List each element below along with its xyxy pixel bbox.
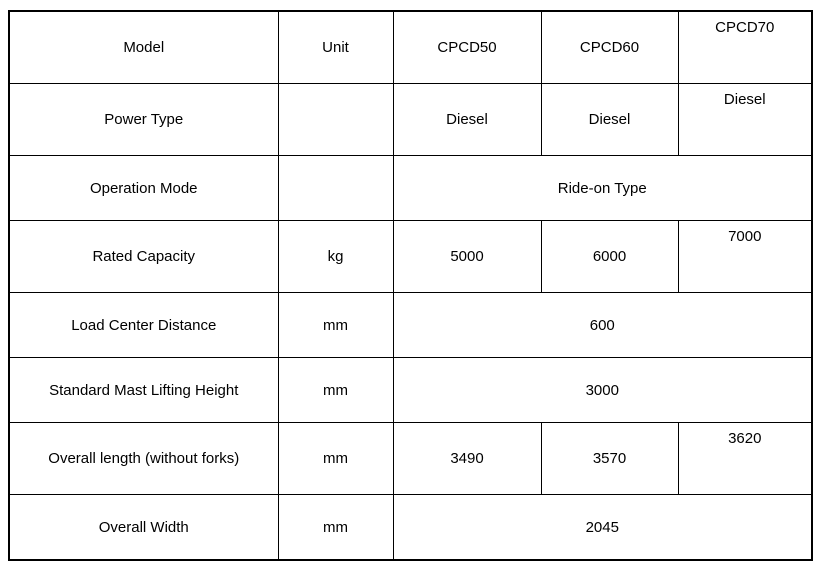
cell-power-type-label: Power Type [9,84,278,156]
cell-overall-width-merged: 2045 [393,495,812,561]
cell-operation-mode-merged: Ride-on Type [393,156,812,221]
cell-model-label: Model [9,11,278,84]
cell-rated-capacity-label: Rated Capacity [9,221,278,293]
row-operation-mode [9,156,812,221]
row-mast-lifting-height [9,358,812,423]
cell-mast-height-merged: 3000 [393,358,812,423]
cell-power-type-cpcd50: Diesel [393,84,541,156]
row-model [9,11,812,84]
cell-overall-length-label: Overall length (without forks) [9,423,278,495]
cell-rated-capacity-cpcd70: 7000 [678,221,812,293]
cell-mast-height-unit: mm [278,358,393,423]
cell-load-center-label: Load Center Distance [9,293,278,358]
cell-operation-mode-label: Operation Mode [9,156,278,221]
cell-rated-capacity-unit: kg [278,221,393,293]
row-rated-capacity [9,221,812,293]
spec-table-container [8,10,813,561]
cell-load-center-unit: mm [278,293,393,358]
cell-overall-width-unit: mm [278,495,393,561]
cell-unit-header: Unit [278,11,393,84]
cell-rated-capacity-cpcd60: 6000 [541,221,678,293]
cell-overall-length-cpcd60: 3570 [541,423,678,495]
row-overall-width [9,495,812,561]
forklift-spec-table [8,10,813,561]
row-power-type [9,84,812,156]
cell-operation-mode-unit [278,156,393,221]
cell-overall-length-unit: mm [278,423,393,495]
cell-power-type-unit [278,84,393,156]
cell-model-cpcd70: CPCD70 [678,11,812,84]
cell-rated-capacity-cpcd50: 5000 [393,221,541,293]
cell-overall-length-cpcd50: 3490 [393,423,541,495]
cell-load-center-merged: 600 [393,293,812,358]
cell-model-cpcd60: CPCD60 [541,11,678,84]
cell-mast-height-label: Standard Mast Lifting Height [9,358,278,423]
cell-power-type-cpcd70: Diesel [678,84,812,156]
cell-overall-width-label: Overall Width [9,495,278,561]
row-overall-length [9,423,812,495]
cell-power-type-cpcd60: Diesel [541,84,678,156]
row-load-center-distance [9,293,812,358]
cell-model-cpcd50: CPCD50 [393,11,541,84]
cell-overall-length-cpcd70: 3620 [678,423,812,495]
